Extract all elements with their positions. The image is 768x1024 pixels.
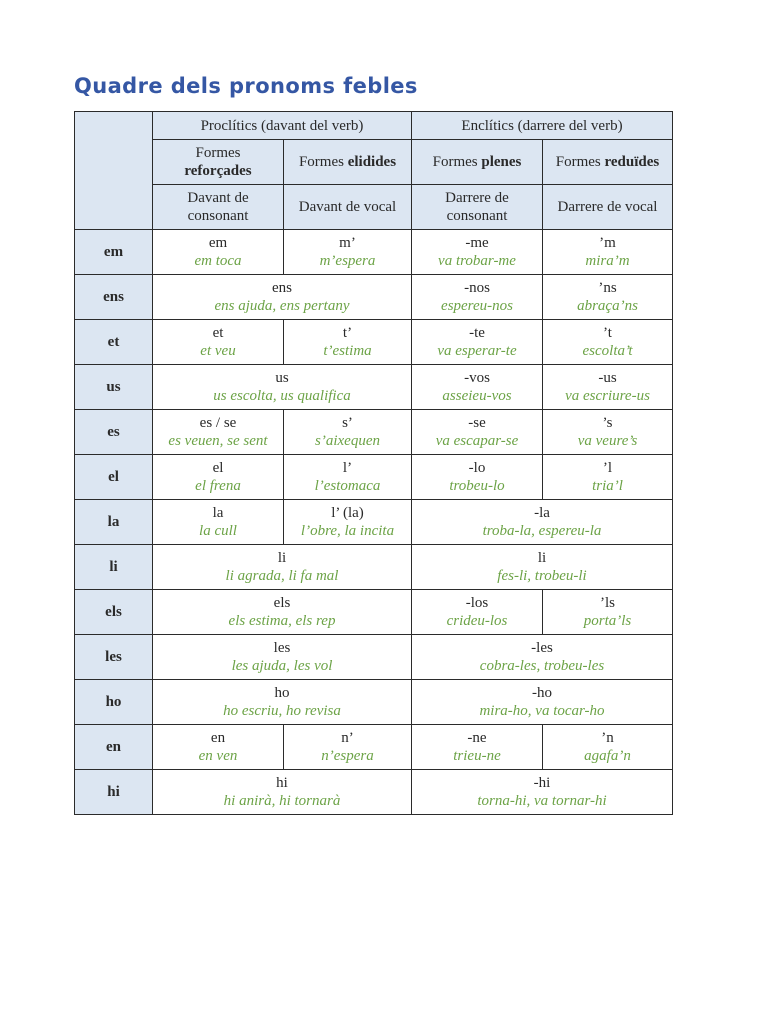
table-cell bbox=[153, 680, 412, 725]
cell-example: en ven bbox=[198, 748, 238, 764]
table-row bbox=[75, 365, 673, 410]
cell-form: la bbox=[212, 505, 224, 521]
header-text: Formes bbox=[432, 154, 482, 170]
row-label: us bbox=[75, 365, 153, 410]
pronouns-table bbox=[74, 111, 673, 815]
table-cell bbox=[412, 770, 673, 815]
header-text-bold: reduïdes bbox=[604, 154, 660, 170]
cell-example: s’aixequen bbox=[315, 433, 380, 449]
cell-form: ’s bbox=[602, 415, 613, 431]
cell-example: et veu bbox=[200, 343, 236, 359]
cell-example: hi anirà, hi tornarà bbox=[223, 793, 341, 809]
cell-example: espereu-nos bbox=[441, 298, 513, 314]
cell-example: l’estomaca bbox=[314, 478, 381, 494]
table-cell bbox=[284, 230, 412, 275]
table-cell bbox=[543, 725, 673, 770]
table-cell bbox=[153, 230, 284, 275]
header-formes-plenes bbox=[412, 140, 543, 185]
cell-form: ’ns bbox=[598, 280, 617, 296]
table-cell bbox=[284, 725, 412, 770]
table-cell bbox=[412, 365, 543, 410]
table-cell bbox=[412, 275, 543, 320]
cell-example: trieu-ne bbox=[453, 748, 501, 764]
cell-form: l’ bbox=[342, 460, 353, 476]
cell-example: cobra-les, trobeu-les bbox=[479, 658, 605, 674]
row-label: ho bbox=[75, 680, 153, 725]
cell-example: asseieu-vos bbox=[442, 388, 512, 404]
cell-form: ’n bbox=[601, 730, 614, 746]
cell-form: t’ bbox=[342, 325, 353, 341]
corner-cell bbox=[75, 112, 153, 230]
table-cell bbox=[412, 545, 673, 590]
header-text: Davant de bbox=[187, 190, 249, 206]
row-label: em bbox=[75, 230, 153, 275]
cell-form: ’l bbox=[602, 460, 613, 476]
cell-example: tria’l bbox=[592, 478, 623, 494]
cell-form: -ne bbox=[467, 730, 487, 746]
cell-form: hi bbox=[276, 775, 288, 791]
cell-form: -hi bbox=[533, 775, 551, 791]
row-label: els bbox=[75, 590, 153, 635]
cell-example: troba-la, espereu-la bbox=[482, 523, 602, 539]
cell-form: ’m bbox=[599, 235, 616, 251]
cell-example: escolta’t bbox=[582, 343, 633, 359]
page-title: Quadre dels pronoms febles bbox=[74, 74, 418, 98]
row-label: ens bbox=[75, 275, 153, 320]
row-label: es bbox=[75, 410, 153, 455]
cell-form: em bbox=[208, 235, 228, 251]
header-formes-elidides bbox=[284, 140, 412, 185]
table-cell bbox=[412, 410, 543, 455]
table-row bbox=[75, 545, 673, 590]
subheader-darrere-vocal: Darrere de vocal bbox=[543, 185, 673, 230]
table-cell bbox=[153, 545, 412, 590]
cell-example: m’espera bbox=[319, 253, 376, 269]
header-text: Formes bbox=[298, 154, 348, 170]
cell-example: els estima, els rep bbox=[228, 613, 336, 629]
cell-example: es veuen, se sent bbox=[168, 433, 268, 449]
table-cell bbox=[543, 410, 673, 455]
table-cell bbox=[543, 275, 673, 320]
cell-form: el bbox=[212, 460, 224, 476]
table-row bbox=[75, 230, 673, 275]
cell-form: els bbox=[273, 595, 291, 611]
row-label: et bbox=[75, 320, 153, 365]
table-cell bbox=[153, 365, 412, 410]
subheader-darrere-consonant bbox=[412, 185, 543, 230]
cell-form: -se bbox=[468, 415, 486, 431]
table-row bbox=[75, 770, 673, 815]
table-cell bbox=[412, 590, 543, 635]
cell-form: et bbox=[212, 325, 224, 341]
row-label: la bbox=[75, 500, 153, 545]
cell-form: -te bbox=[469, 325, 485, 341]
cell-example: mira’m bbox=[585, 253, 630, 269]
header-text-bold: reforçades bbox=[184, 163, 252, 179]
cell-example: n’espera bbox=[321, 748, 374, 764]
header-text-bold: elidides bbox=[347, 154, 397, 170]
cell-form: -lo bbox=[468, 460, 486, 476]
header-text: Formes bbox=[555, 154, 605, 170]
cell-form: us bbox=[275, 370, 289, 386]
cell-form: li bbox=[537, 550, 547, 566]
cell-example: ho escriu, ho revisa bbox=[223, 703, 341, 719]
cell-example: les ajuda, les vol bbox=[231, 658, 333, 674]
table-cell bbox=[412, 635, 673, 680]
table-cell bbox=[284, 455, 412, 500]
row-label: les bbox=[75, 635, 153, 680]
cell-example: la cull bbox=[199, 523, 237, 539]
cell-example: em toca bbox=[194, 253, 242, 269]
cell-example: va trobar-me bbox=[438, 253, 516, 269]
table-row bbox=[75, 320, 673, 365]
cell-example: us escolta, us qualifica bbox=[213, 388, 351, 404]
cell-form: en bbox=[210, 730, 226, 746]
table-cell bbox=[284, 320, 412, 365]
cell-form: ’t bbox=[603, 325, 612, 341]
header-text: consonant bbox=[446, 208, 508, 224]
table-row bbox=[75, 410, 673, 455]
row-label: hi bbox=[75, 770, 153, 815]
cell-example: el frena bbox=[195, 478, 241, 494]
cell-form: -la bbox=[534, 505, 550, 521]
cell-example: li agrada, li fa mal bbox=[225, 568, 339, 584]
table-cell bbox=[284, 500, 412, 545]
subheader-davant-consonant bbox=[153, 185, 284, 230]
cell-form: li bbox=[277, 550, 287, 566]
cell-form: -us bbox=[598, 370, 617, 386]
table-cell bbox=[543, 455, 673, 500]
header-text-bold: plenes bbox=[481, 154, 522, 170]
cell-example: va veure’s bbox=[577, 433, 638, 449]
cell-form: s’ bbox=[342, 415, 353, 431]
table-cell bbox=[412, 230, 543, 275]
cell-example: va esperar-te bbox=[437, 343, 517, 359]
row-label: li bbox=[75, 545, 153, 590]
table-row bbox=[75, 590, 673, 635]
cell-example: va escriure-us bbox=[565, 388, 650, 404]
table-row bbox=[75, 455, 673, 500]
table-cell bbox=[543, 365, 673, 410]
cell-example: torna-hi, va tornar-hi bbox=[477, 793, 607, 809]
header-text: consonant bbox=[187, 208, 249, 224]
table-row bbox=[75, 635, 673, 680]
table-cell bbox=[153, 770, 412, 815]
cell-example: va escapar-se bbox=[435, 433, 519, 449]
cell-example: porta’ls bbox=[583, 613, 632, 629]
cell-form: es / se bbox=[199, 415, 237, 431]
cell-form: n’ bbox=[341, 730, 354, 746]
cell-form: -me bbox=[465, 235, 489, 251]
cell-example: t’estima bbox=[323, 343, 372, 359]
table-cell bbox=[543, 320, 673, 365]
table-cell bbox=[284, 410, 412, 455]
cell-form: -nos bbox=[464, 280, 490, 296]
header-formes-reduides bbox=[543, 140, 673, 185]
header-text: Formes bbox=[195, 145, 241, 161]
table-cell bbox=[153, 410, 284, 455]
cell-form: -les bbox=[531, 640, 553, 656]
table-cell bbox=[153, 320, 284, 365]
table-cell bbox=[153, 635, 412, 680]
cell-example: agafa’n bbox=[584, 748, 631, 764]
table-row bbox=[75, 500, 673, 545]
header-proclitics: Proclítics (davant del verb) bbox=[153, 112, 412, 140]
row-label: el bbox=[75, 455, 153, 500]
header-text: Darrere de bbox=[445, 190, 509, 206]
cell-form: -ho bbox=[532, 685, 552, 701]
cell-form: -vos bbox=[464, 370, 490, 386]
cell-form: ens bbox=[272, 280, 292, 296]
cell-form: -los bbox=[465, 595, 489, 611]
table-cell bbox=[412, 320, 543, 365]
table-cell bbox=[412, 680, 673, 725]
cell-form: l’ (la) bbox=[331, 505, 364, 521]
header-formes-reforcades bbox=[153, 140, 284, 185]
table-cell bbox=[153, 590, 412, 635]
table-cell bbox=[153, 275, 412, 320]
cell-example: crideu-los bbox=[446, 613, 508, 629]
cell-example: trobeu-lo bbox=[449, 478, 505, 494]
table-cell bbox=[412, 725, 543, 770]
cell-form: les bbox=[273, 640, 291, 656]
table-cell bbox=[153, 455, 284, 500]
subheader-davant-vocal: Davant de vocal bbox=[284, 185, 412, 230]
table-cell bbox=[153, 500, 284, 545]
table-row bbox=[75, 275, 673, 320]
header-enclitics: Enclítics (darrere del verb) bbox=[412, 112, 673, 140]
cell-form: m’ bbox=[339, 235, 356, 251]
cell-example: ens ajuda, ens pertany bbox=[214, 298, 350, 314]
row-label: en bbox=[75, 725, 153, 770]
table-row bbox=[75, 680, 673, 725]
cell-example: fes-li, trobeu-li bbox=[497, 568, 587, 584]
cell-form: ho bbox=[274, 685, 290, 701]
table-row bbox=[75, 725, 673, 770]
cell-form: ’ls bbox=[600, 595, 615, 611]
table-cell bbox=[543, 230, 673, 275]
table-cell bbox=[543, 590, 673, 635]
cell-example: l’obre, la incita bbox=[300, 523, 395, 539]
table-cell bbox=[412, 500, 673, 545]
table-cell bbox=[412, 455, 543, 500]
table-cell bbox=[153, 725, 284, 770]
cell-example: mira-ho, va tocar-ho bbox=[479, 703, 605, 719]
cell-example: abraça’ns bbox=[577, 298, 638, 314]
